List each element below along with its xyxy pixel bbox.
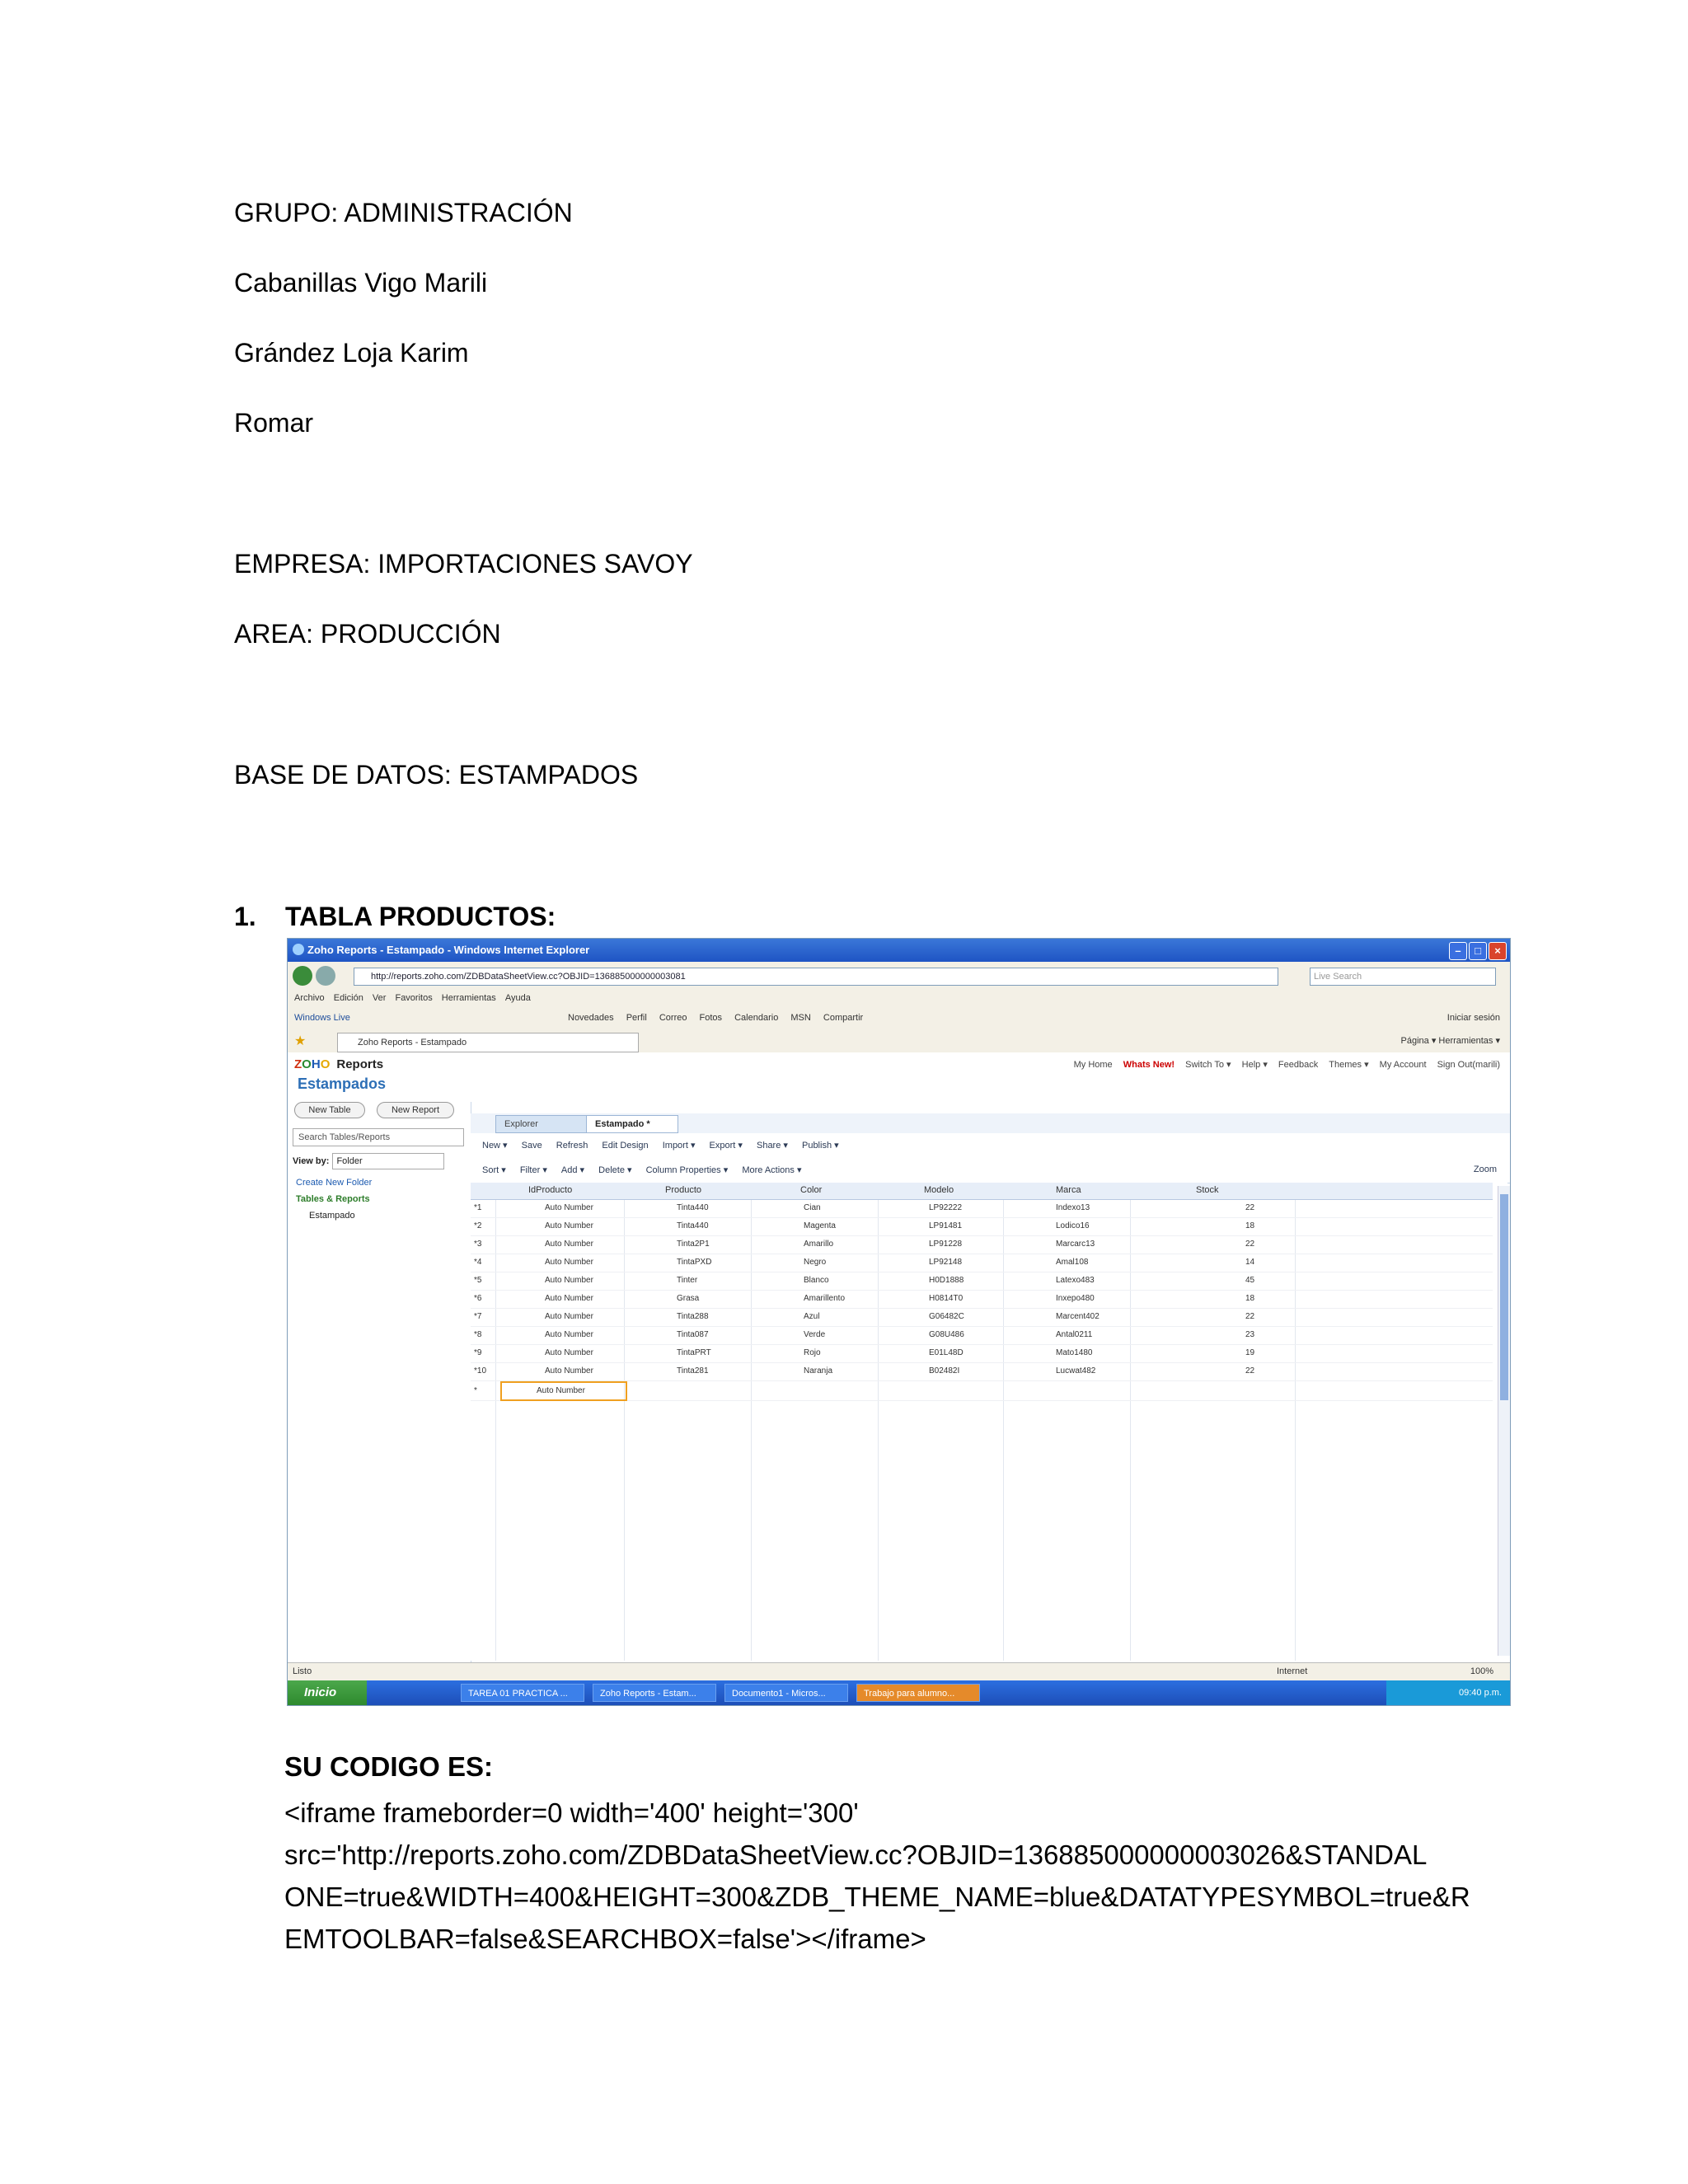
table-cell[interactable]: Magenta xyxy=(804,1221,836,1230)
table-cell[interactable]: 22 xyxy=(1245,1366,1255,1376)
table-cell[interactable]: Lucwat482 xyxy=(1056,1366,1096,1376)
table-cell[interactable]: Naranja xyxy=(804,1366,833,1376)
back-icon[interactable] xyxy=(293,966,312,986)
taskbar xyxy=(288,1680,1510,1705)
table-cell[interactable]: Marcarc13 xyxy=(1056,1240,1095,1249)
table-cell[interactable]: G08U486 xyxy=(929,1330,964,1339)
table-cell[interactable]: LP91228 xyxy=(929,1240,963,1249)
login-link[interactable]: Iniciar sesión xyxy=(1447,1013,1500,1023)
table-cell[interactable]: Lodico16 xyxy=(1056,1221,1090,1230)
row-number: *6 xyxy=(474,1294,482,1303)
top-links xyxy=(1066,1059,1500,1070)
table-row[interactable] xyxy=(471,1217,1493,1236)
more-actions-button[interactable]: More Actions ▾ xyxy=(742,1165,802,1175)
star-icon[interactable]: ★ xyxy=(294,1034,307,1048)
table-cell[interactable]: H0D1888 xyxy=(929,1276,964,1285)
database-line: BASE DE DATOS: ESTAMPADOS xyxy=(234,760,639,790)
edit-design-button[interactable]: Edit Design xyxy=(602,1141,649,1151)
table-cell[interactable]: Auto Number xyxy=(545,1366,593,1376)
row-number: *8 xyxy=(474,1330,482,1339)
column-header[interactable]: Stock xyxy=(1196,1185,1219,1195)
code-line: EMTOOLBAR=false&SEARCHBOX=false'></iframe> xyxy=(284,1924,926,1954)
member-2: Grández Loja Karim xyxy=(234,338,469,368)
table-row-new[interactable]: * Auto Number xyxy=(471,1382,1493,1401)
view-by: View by: Folder xyxy=(293,1153,444,1169)
table-cell[interactable]: 19 xyxy=(1245,1348,1255,1357)
table-cell[interactable]: Auto Number xyxy=(545,1348,593,1357)
row-number: *3 xyxy=(474,1240,482,1249)
menu-item[interactable]: Ayuda xyxy=(504,993,531,1003)
top-link[interactable]: Feedback xyxy=(1278,1060,1319,1070)
menu-item[interactable]: Favoritos xyxy=(395,993,433,1003)
top-link[interactable]: My Account xyxy=(1379,1060,1427,1070)
menu-item[interactable]: Edición xyxy=(333,993,363,1003)
table-cell[interactable]: 23 xyxy=(1245,1330,1255,1339)
live-link[interactable]: MSN xyxy=(790,1013,811,1023)
database-name: Estampados xyxy=(298,1076,387,1092)
create-folder-link[interactable]: Create New Folder xyxy=(296,1178,373,1188)
top-link[interactable]: My Home xyxy=(1073,1060,1113,1070)
view-by-select[interactable]: Folder xyxy=(332,1153,444,1169)
table-cell[interactable]: Amal108 xyxy=(1056,1258,1089,1267)
top-link[interactable]: Themes ▾ xyxy=(1329,1060,1369,1070)
new-button[interactable]: New ▾ xyxy=(482,1141,508,1151)
area-line: AREA: PRODUCCIÓN xyxy=(234,619,501,649)
company-line: EMPRESA: IMPORTACIONES SAVOY xyxy=(234,549,693,579)
taskbar-item[interactable]: Documento1 - Micros... xyxy=(724,1684,848,1702)
live-link[interactable]: Novedades xyxy=(568,1013,614,1023)
grid-header xyxy=(471,1183,1493,1200)
page-tools[interactable]: Página ▾ Herramientas ▾ xyxy=(1400,1036,1500,1046)
live-link[interactable]: Compartir xyxy=(823,1013,864,1023)
member-3: Romar xyxy=(234,408,314,438)
table-cell[interactable]: Tinta440 xyxy=(677,1221,709,1230)
table-row[interactable] xyxy=(471,1290,1493,1309)
live-link[interactable]: Calendario xyxy=(734,1013,779,1023)
table-cell[interactable]: Marcent402 xyxy=(1056,1312,1100,1321)
table-row[interactable] xyxy=(471,1235,1493,1254)
row-number: *5 xyxy=(474,1276,482,1285)
section-title: TABLA PRODUCTOS: xyxy=(285,902,556,931)
row-number: *10 xyxy=(474,1366,487,1376)
live-toolbar xyxy=(288,1008,1510,1030)
ie-icon xyxy=(293,944,304,955)
zoom-level[interactable]: 100% xyxy=(1470,1666,1493,1676)
embedded-screenshot xyxy=(287,938,1511,1706)
column-header[interactable]: Producto xyxy=(665,1185,702,1195)
table-cell[interactable]: 18 xyxy=(1245,1294,1255,1303)
table-cell[interactable]: E01L48D xyxy=(929,1348,964,1357)
menu-item[interactable]: Ver xyxy=(372,993,387,1003)
top-link[interactable]: Help ▾ xyxy=(1241,1060,1268,1070)
publish-button[interactable]: Publish ▾ xyxy=(801,1141,839,1151)
sort-button[interactable]: Sort ▾ xyxy=(482,1165,506,1175)
close-button[interactable]: × xyxy=(1489,942,1507,960)
table-cell[interactable]: H0814T0 xyxy=(929,1294,964,1303)
zoho-logo: ZOHO Reports xyxy=(294,1057,384,1071)
table-cell[interactable]: Tinta288 xyxy=(677,1312,709,1321)
zoho-header xyxy=(288,1052,1510,1102)
taskbar-item[interactable]: Trabajo para alumno... xyxy=(856,1684,980,1702)
zoom-control[interactable]: Zoom xyxy=(1473,1165,1497,1174)
table-cell[interactable]: 22 xyxy=(1245,1203,1255,1212)
table-cell[interactable]: LP92148 xyxy=(929,1258,963,1267)
section-heading xyxy=(234,900,556,933)
table-cell[interactable]: Indexo13 xyxy=(1056,1203,1090,1212)
search-input[interactable]: Live Search xyxy=(1310,968,1496,986)
vertical-scrollbar[interactable] xyxy=(1498,1186,1510,1656)
delete-button[interactable]: Delete ▾ xyxy=(598,1165,632,1175)
menu-item[interactable]: Archivo xyxy=(294,993,325,1003)
table-cell[interactable]: 22 xyxy=(1245,1312,1255,1321)
new-table-button[interactable]: New Table xyxy=(294,1102,365,1118)
forward-icon[interactable] xyxy=(316,966,335,986)
table-cell[interactable]: Amarillento xyxy=(804,1294,846,1303)
column-header[interactable]: Modelo xyxy=(924,1185,954,1195)
live-link[interactable]: Correo xyxy=(659,1013,687,1023)
top-link[interactable]: Sign Out(marili) xyxy=(1437,1060,1500,1070)
table-cell[interactable]: Auto Number xyxy=(545,1330,593,1339)
tables-reports-folder[interactable]: Tables & Reports xyxy=(296,1194,370,1204)
table-row[interactable] xyxy=(471,1308,1493,1327)
table-cell[interactable]: LP92222 xyxy=(929,1203,963,1212)
sidebar xyxy=(288,1102,471,1662)
tab-estampado[interactable]: Estampado * xyxy=(586,1115,678,1133)
table-cell[interactable]: G06482C xyxy=(929,1312,964,1321)
address-bar xyxy=(288,962,1510,991)
table-cell[interactable]: 14 xyxy=(1245,1258,1255,1267)
column-header[interactable]: IdProducto xyxy=(528,1185,573,1195)
table-cell[interactable]: Tinta281 xyxy=(677,1366,709,1376)
top-link[interactable]: Switch To ▾ xyxy=(1185,1060,1231,1070)
column-header[interactable]: Marca xyxy=(1056,1185,1081,1195)
system-tray-clock: 09:40 p.m. xyxy=(1386,1680,1510,1705)
table-cell[interactable]: Negro xyxy=(804,1258,827,1267)
toolbar-secondary xyxy=(471,1158,1510,1183)
table-cell[interactable]: Auto Number xyxy=(545,1312,593,1321)
table-row[interactable] xyxy=(471,1272,1493,1291)
live-label: Windows Live xyxy=(294,1013,350,1023)
table-cell[interactable]: Auto Number xyxy=(545,1221,593,1230)
table-cell[interactable]: TintaPXD xyxy=(677,1258,712,1267)
row-number: *4 xyxy=(474,1258,482,1267)
live-link[interactable]: Perfil xyxy=(626,1013,647,1023)
maximize-button[interactable]: □ xyxy=(1469,942,1487,960)
column-header[interactable]: Color xyxy=(800,1185,823,1195)
export-button[interactable]: Export ▾ xyxy=(709,1141,743,1151)
table-cell[interactable]: Auto Number xyxy=(545,1276,593,1285)
table-row[interactable] xyxy=(471,1199,1493,1218)
menu-bar xyxy=(288,990,1510,1008)
new-report-button[interactable]: New Report xyxy=(377,1102,454,1118)
favorites-bar xyxy=(288,1029,1510,1053)
table-cell[interactable]: Grasa xyxy=(677,1294,700,1303)
add-button[interactable]: Add ▾ xyxy=(560,1165,585,1175)
table-cell[interactable]: TintaPRT xyxy=(677,1348,711,1357)
row-number: *7 xyxy=(474,1312,482,1321)
tabs-row xyxy=(471,1113,1510,1134)
member-1: Cabanillas Vigo Marili xyxy=(234,268,488,298)
tables-search-input[interactable]: Search Tables/Reports xyxy=(293,1128,464,1146)
table-cell[interactable]: 22 xyxy=(1245,1240,1255,1249)
table-cell[interactable]: Tinta2P1 xyxy=(677,1240,710,1249)
table-item[interactable]: Estampado xyxy=(309,1211,355,1221)
live-link[interactable]: Fotos xyxy=(699,1013,723,1023)
refresh-button[interactable]: Refresh xyxy=(556,1141,588,1151)
table-cell[interactable]: Azul xyxy=(804,1312,820,1321)
row-number: *9 xyxy=(474,1348,482,1357)
table-cell[interactable]: Tinta440 xyxy=(677,1203,709,1212)
row-number: *2 xyxy=(474,1221,482,1230)
share-button[interactable]: Share ▾ xyxy=(756,1141,788,1151)
minimize-button[interactable]: – xyxy=(1449,942,1467,960)
group-line: GRUPO: ADMINISTRACIÓN xyxy=(234,198,573,227)
table-cell[interactable]: Antal0211 xyxy=(1056,1330,1093,1339)
table-cell[interactable]: 18 xyxy=(1245,1221,1255,1230)
window-title: Zoho Reports - Estampado - Windows Internet Explorer xyxy=(307,944,590,956)
taskbar-item[interactable]: TAREA 01 PRACTICA ... xyxy=(461,1684,584,1702)
table-cell[interactable]: Auto Number xyxy=(545,1240,593,1249)
toolbar-primary xyxy=(471,1133,1510,1159)
row-number: *1 xyxy=(474,1203,482,1212)
save-button[interactable]: Save xyxy=(521,1141,542,1151)
url-field[interactable]: http://reports.zoho.com/ZDBDataSheetView.cc?OBJID=136885000000003081 xyxy=(354,968,1278,986)
status-text: Listo xyxy=(293,1666,312,1676)
zone-indicator: Internet xyxy=(1277,1666,1308,1676)
table-row[interactable] xyxy=(471,1362,1493,1381)
table-cell[interactable]: Mato1480 xyxy=(1056,1348,1093,1357)
menu-item[interactable]: Herramientas xyxy=(441,993,496,1003)
column-properties-button[interactable]: Column Properties ▾ xyxy=(645,1165,729,1175)
code-line: ONE=true&WIDTH=400&HEIGHT=300&ZDB_THEME_NAME=blue&DATATYPESYMBOL=true&R xyxy=(284,1882,1470,1912)
table-row[interactable] xyxy=(471,1254,1493,1272)
code-line: src='http://reports.zoho.com/ZDBDataSheetView.cc?OBJID=136885000000003026&STANDAL xyxy=(284,1840,1428,1870)
table-cell[interactable]: Tinta087 xyxy=(677,1330,709,1339)
table-cell[interactable]: Auto Number xyxy=(545,1203,593,1212)
table-cell[interactable]: Amarillo xyxy=(804,1240,834,1249)
top-link[interactable]: Whats New! xyxy=(1123,1060,1175,1070)
table-row[interactable] xyxy=(471,1344,1493,1363)
table-cell[interactable]: Auto Number xyxy=(545,1294,593,1303)
code-line: <iframe frameborder=0 width='400' height='300' xyxy=(284,1797,859,1828)
table-cell[interactable]: Inxepo480 xyxy=(1056,1294,1095,1303)
start-button[interactable]: Inicio xyxy=(288,1680,367,1705)
table-cell[interactable]: Verde xyxy=(804,1330,826,1339)
table-cell[interactable]: B02482I xyxy=(929,1366,960,1376)
table-cell[interactable]: Cian xyxy=(804,1203,821,1212)
table-cell[interactable]: Blanco xyxy=(804,1276,829,1285)
filter-button[interactable]: Filter ▾ xyxy=(519,1165,547,1175)
tab-explorer[interactable]: Explorer xyxy=(495,1115,588,1133)
table-cell[interactable]: 45 xyxy=(1245,1276,1255,1285)
taskbar-item[interactable]: Zoho Reports - Estam... xyxy=(593,1684,716,1702)
active-cell[interactable] xyxy=(500,1381,627,1401)
table-cell[interactable]: LP91481 xyxy=(929,1221,963,1230)
data-grid xyxy=(471,1183,1507,1661)
table-cell[interactable]: Rojo xyxy=(804,1348,821,1357)
section-number: 1. xyxy=(234,902,256,931)
window-titlebar xyxy=(288,939,1510,962)
code-title: SU CODIGO ES: xyxy=(284,1751,494,1782)
table-cell[interactable]: Tinter xyxy=(677,1276,698,1285)
table-cell[interactable]: Auto Number xyxy=(545,1258,593,1267)
status-bar xyxy=(288,1662,1510,1681)
table-cell[interactable]: Latexo483 xyxy=(1056,1276,1095,1285)
table-row[interactable] xyxy=(471,1326,1493,1345)
browser-tab[interactable]: Zoho Reports - Estampado xyxy=(337,1033,639,1052)
import-button[interactable]: Import ▾ xyxy=(662,1141,696,1151)
